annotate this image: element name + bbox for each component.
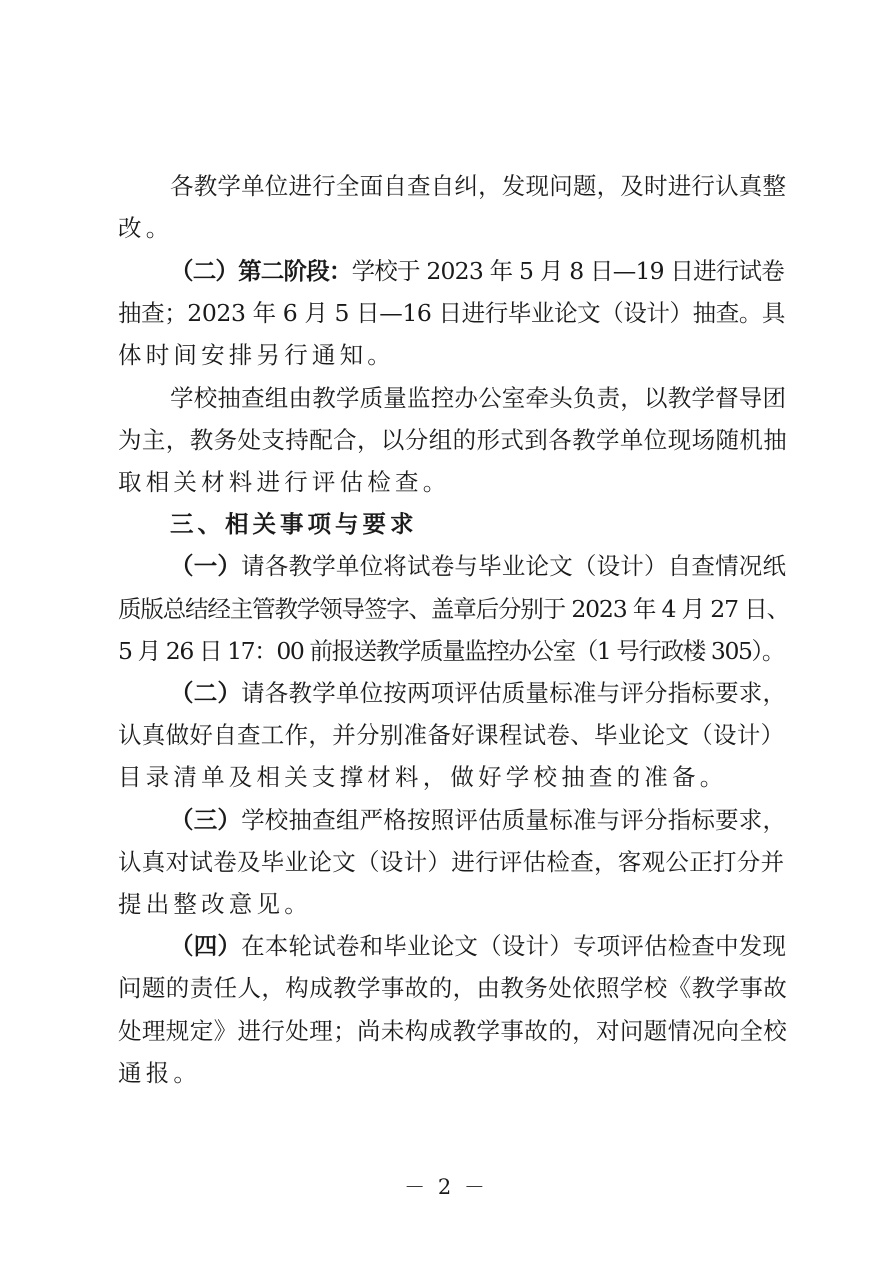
paragraph-line: 认真对试卷及毕业论文（设计）进行评估检查，客观公正打分并: [118, 848, 785, 876]
paragraph-line: 为主，教务处支持配合，以分组的形式到各教学单位现场随机抽: [118, 426, 788, 454]
paragraph-line: （二）请各教学单位按两项评估质量标准与评分指标要求，: [170, 679, 787, 707]
page-number: － 2 －: [404, 1175, 488, 1199]
paragraph-line: 抽查；2023 年 6 月 5 日—16 日进行毕业论文（设计）抽查。具: [118, 299, 786, 327]
item-label: （一）: [170, 552, 242, 580]
paragraph-line: 各教学单位进行全面自查自纠，发现问题，及时进行认真整: [170, 172, 787, 200]
paragraph-line: 处理规定》进行处理；尚未构成教学事故的，对问题情况向全校: [118, 1017, 788, 1045]
paragraph-line: 通报。: [118, 1059, 202, 1087]
paragraph-line: 取相关材料进行评估检查。: [118, 468, 451, 496]
paragraph-line: 认真做好自查工作，并分别准备好课程试卷、毕业论文（设计）: [118, 721, 785, 749]
item-label: （四）: [170, 932, 242, 960]
paragraph-line: 5 月 26 日 17：00 前报送教学质量监控办公室（1 号行政楼 305）。: [118, 637, 785, 665]
paragraph-line: （一）请各教学单位将试卷与毕业论文（设计）自查情况纸: [170, 552, 787, 580]
paragraph-line: 改。: [118, 214, 174, 242]
paragraph-line: 体时间安排另行通知。: [118, 341, 395, 369]
paragraph-line: 问题的责任人，构成教学事故的，由教务处依照学校《教学事故: [118, 974, 788, 1002]
paragraph-line: 提出整改意见。: [118, 890, 312, 918]
paragraph-line: （三）学校抽查组严格按照评估质量标准与评分指标要求，: [170, 806, 787, 834]
paragraph-line: （四）在本轮试卷和毕业论文（设计）专项评估检查中发现: [170, 932, 787, 960]
stage-label: （二）第二阶段：: [170, 257, 352, 285]
paragraph-line: 目录清单及相关支撑材料，做好学校抽查的准备。: [118, 763, 728, 791]
paragraph-line: 质版总结经主管教学领导签字、盖章后分别于 2023 年 4 月 27 日、: [118, 595, 789, 623]
item-label: （二）: [170, 679, 242, 707]
section-heading: 三、相关事项与要求: [170, 510, 418, 538]
item-label: （三）: [170, 806, 242, 834]
paragraph-line: （二）第二阶段：学校于 2023 年 5 月 8 日—19 日进行试卷: [170, 257, 784, 285]
paragraph-line: 学校抽查组由教学质量监控办公室牵头负责，以教学督导团: [170, 384, 787, 412]
